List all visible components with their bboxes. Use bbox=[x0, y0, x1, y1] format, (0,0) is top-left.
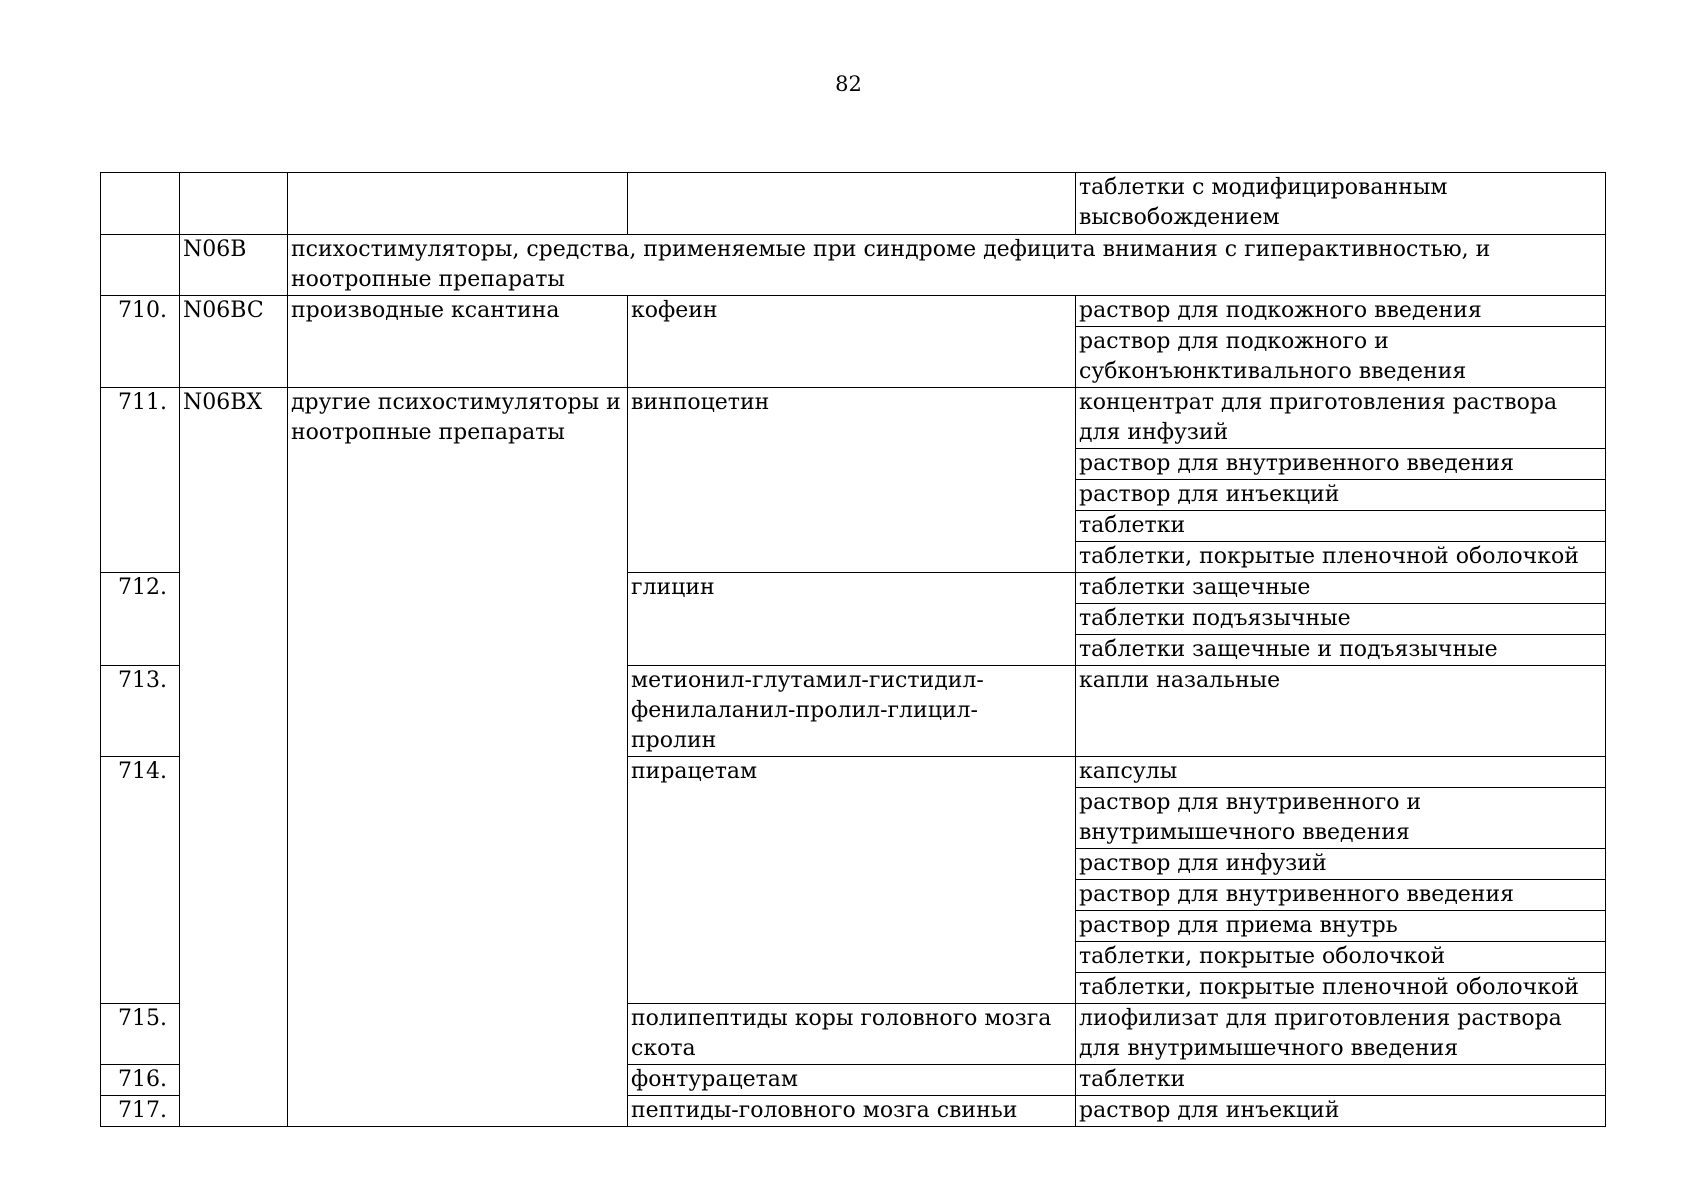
row-number: 715. bbox=[101, 1004, 180, 1065]
drug-name: винпоцетин bbox=[628, 388, 1076, 573]
group-code: N06B bbox=[180, 235, 288, 296]
drug-name: полипептиды коры головного мозга скота bbox=[628, 1004, 1076, 1065]
table-row bbox=[101, 296, 1606, 327]
atc-code: N06BC bbox=[180, 296, 288, 388]
dosage-form: таблетки защечные bbox=[1076, 573, 1606, 604]
dosage-form: раствор для внутривенного введения bbox=[1076, 880, 1606, 911]
group-name-cell: другие психостимуляторы и ноотропные препараты bbox=[288, 388, 628, 1127]
drug-table bbox=[100, 172, 1606, 1127]
group-name: психостимуляторы, средства, применяемые при синдроме дефицита внимания с гиперактивностью, и ноотропные препараты bbox=[288, 235, 1606, 296]
drug-name: метионил-глутамил-гистидил-фенилаланил-пролил-глицил-пролин bbox=[628, 666, 1076, 757]
dosage-form: концентрат для приготовления раствора для инфузий bbox=[1076, 388, 1606, 449]
table-row bbox=[101, 173, 1606, 235]
drug-name: фонтурацетам bbox=[628, 1065, 1076, 1096]
dosage-form: раствор для внутривенного введения bbox=[1076, 449, 1606, 480]
dosage-form: таблетки, покрытые пленочной оболочкой bbox=[1076, 542, 1606, 573]
group-name-cell: производные ксантина bbox=[288, 296, 628, 388]
dosage-form: раствор для подкожного введения bbox=[1076, 296, 1606, 327]
dosage-form: раствор для инфузий bbox=[1076, 849, 1606, 880]
dosage-form: таблетки bbox=[1076, 511, 1606, 542]
dosage-form: таблетки, покрытые оболочкой bbox=[1076, 942, 1606, 973]
row-number: 711. bbox=[101, 388, 180, 573]
dosage-form: раствор для инъекций bbox=[1076, 480, 1606, 511]
group-name-cell bbox=[288, 173, 628, 235]
row-number: 717. bbox=[101, 1096, 180, 1127]
drug-name: пирацетам bbox=[628, 757, 1076, 1004]
drug-name: пептиды-головного мозга свиньи bbox=[628, 1096, 1076, 1127]
dosage-form: капсулы bbox=[1076, 757, 1606, 788]
num-cell bbox=[101, 173, 180, 235]
row-number: 712. bbox=[101, 573, 180, 666]
dosage-form: таблетки защечные и подъязычные bbox=[1076, 635, 1606, 666]
dosage-form: таблетки, покрытые пленочной оболочкой bbox=[1076, 973, 1606, 1004]
row-number: 714. bbox=[101, 757, 180, 1004]
dosage-form: раствор для инъекций bbox=[1076, 1096, 1606, 1127]
row-number: 716. bbox=[101, 1065, 180, 1096]
dosage-form: раствор для внутривенного и внутримышечного введения bbox=[1076, 788, 1606, 849]
row-number: 713. bbox=[101, 666, 180, 757]
form-cell: таблетки с модифицированным высвобождением bbox=[1076, 173, 1606, 235]
dosage-form: таблетки bbox=[1076, 1065, 1606, 1096]
group-header-row bbox=[101, 235, 1606, 296]
dosage-form: раствор для приема внутрь bbox=[1076, 911, 1606, 942]
drug-name: глицин bbox=[628, 573, 1076, 666]
drug-name: кофеин bbox=[628, 296, 1076, 388]
dosage-form: таблетки подъязычные bbox=[1076, 604, 1606, 635]
table-row bbox=[101, 388, 1606, 449]
num-cell bbox=[101, 235, 180, 296]
drug-cell bbox=[628, 173, 1076, 235]
page-number: 82 bbox=[835, 72, 862, 96]
row-number: 710. bbox=[101, 296, 180, 388]
dosage-form: капли назальные bbox=[1076, 666, 1606, 757]
dosage-form: раствор для подкожного и субконъюнктивального введения bbox=[1076, 327, 1606, 388]
code-cell bbox=[180, 173, 288, 235]
dosage-form: лиофилизат для приготовления раствора для внутримышечного введения bbox=[1076, 1004, 1606, 1065]
atc-code: N06BX bbox=[180, 388, 288, 1127]
